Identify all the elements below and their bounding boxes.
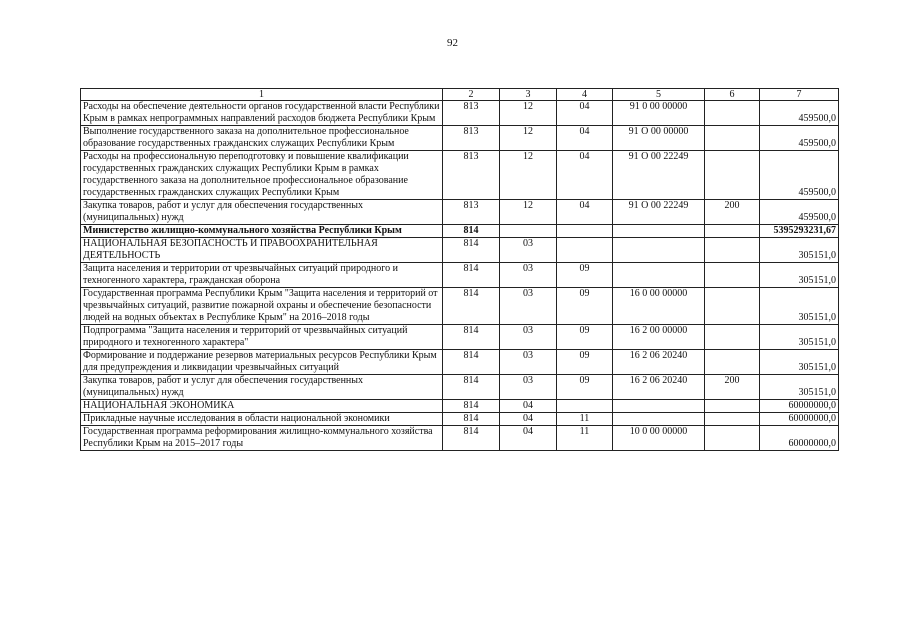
row-section-code-cell: 04 [500,400,557,413]
row-expense-type-cell [705,225,760,238]
row-section-code-cell: 03 [500,263,557,288]
row-expense-type-cell [705,126,760,151]
row-section-code-cell: 04 [500,426,557,451]
table-row [81,126,839,151]
row-ministry-code-cell: 814 [443,375,500,400]
row-expense-type-cell [705,400,760,413]
row-target-article-cell: 16 0 00 00000 [613,288,705,325]
row-amount-cell: 459500,0 [760,200,839,225]
row-subsection-code-cell: 04 [557,200,613,225]
row-amount-cell: 459500,0 [760,101,839,126]
table-row [81,350,839,375]
row-name-cell: Закупка товаров, работ и услуг для обеспечения государственных (муниципальных) нужд [81,375,443,400]
row-subsection-code-cell: 09 [557,263,613,288]
row-expense-type-cell [705,325,760,350]
row-target-article-cell: 91 0 00 00000 [613,101,705,126]
row-amount-cell: 305151,0 [760,238,839,263]
row-section-code-cell: 12 [500,126,557,151]
table-row [81,400,839,413]
row-subsection-code-cell: 04 [557,126,613,151]
row-expense-type-cell [705,350,760,375]
row-target-article-cell: 16 2 06 20240 [613,350,705,375]
row-section-code-cell: 04 [500,413,557,426]
row-ministry-code-cell: 813 [443,126,500,151]
table-row [81,375,839,400]
row-ministry-code-cell: 814 [443,413,500,426]
row-subsection-code-cell [557,238,613,263]
row-target-article-cell [613,225,705,238]
budget-table-body [81,89,839,451]
row-ministry-code-cell: 813 [443,151,500,200]
column-header-5: 5 [613,89,705,101]
row-subsection-code-cell: 09 [557,350,613,375]
row-name-cell: Формирование и поддержание резервов материальных ресурсов Республики Крым для предупреждения и ликвидации чрезвычайных ситуаций [81,350,443,375]
row-amount-cell: 459500,0 [760,126,839,151]
row-ministry-code-cell: 814 [443,225,500,238]
row-section-code-cell: 03 [500,325,557,350]
row-name-cell: Защита населения и территории от чрезвычайных ситуаций природного и техногенного характера, гражданская оборона [81,263,443,288]
row-amount-cell: 305151,0 [760,325,839,350]
row-target-article-cell: 10 0 00 00000 [613,426,705,451]
row-subsection-code-cell: 04 [557,151,613,200]
row-section-code-cell [500,225,557,238]
table-row [81,325,839,350]
row-ministry-code-cell: 813 [443,101,500,126]
row-subsection-code-cell: 09 [557,288,613,325]
page-number: 92 [447,37,458,49]
table-row [81,238,839,263]
row-expense-type-cell [705,238,760,263]
row-name-cell: Расходы на обеспечение деятельности органов государственной власти Республики Крым в рамках непрограммных направлений расходов бюджета Республики Крым [81,101,443,126]
row-target-article-cell [613,263,705,288]
column-header-2: 2 [443,89,500,101]
row-ministry-code-cell: 814 [443,400,500,413]
row-amount-cell: 60000000,0 [760,426,839,451]
row-name-cell: Закупка товаров, работ и услуг для обеспечения государственных (муниципальных) нужд [81,200,443,225]
row-amount-cell: 305151,0 [760,375,839,400]
header-row [81,89,839,101]
row-target-article-cell [613,400,705,413]
row-amount-cell: 305151,0 [760,288,839,325]
row-ministry-code-cell: 814 [443,263,500,288]
row-subsection-code-cell [557,400,613,413]
row-amount-cell: 305151,0 [760,350,839,375]
row-section-code-cell: 03 [500,375,557,400]
row-subsection-code-cell: 11 [557,413,613,426]
row-subsection-code-cell: 09 [557,375,613,400]
row-subsection-code-cell [557,225,613,238]
row-amount-cell: 459500,0 [760,151,839,200]
row-target-article-cell: 16 2 00 00000 [613,325,705,350]
row-expense-type-cell [705,413,760,426]
row-target-article-cell [613,238,705,263]
row-section-code-cell: 12 [500,151,557,200]
table-row [81,151,839,200]
row-expense-type-cell [705,288,760,325]
row-expense-type-cell [705,151,760,200]
row-expense-type-cell [705,426,760,451]
row-subsection-code-cell: 11 [557,426,613,451]
row-ministry-code-cell: 814 [443,288,500,325]
row-ministry-code-cell: 814 [443,325,500,350]
row-name-cell: Выполнение государственного заказа на дополнительное профессиональное образование государственных гражданских служащих Республики Крым [81,126,443,151]
table-row [81,413,839,426]
budget-table [80,88,839,451]
row-target-article-cell [613,413,705,426]
row-expense-type-cell: 200 [705,375,760,400]
table-row [81,200,839,225]
table-row [81,225,839,238]
table-row [81,263,839,288]
row-expense-type-cell [705,263,760,288]
column-header-3: 3 [500,89,557,101]
row-target-article-cell: 91 О 00 00000 [613,126,705,151]
row-target-article-cell: 91 О 00 22249 [613,151,705,200]
row-section-code-cell: 03 [500,238,557,263]
row-ministry-code-cell: 814 [443,238,500,263]
row-name-cell: НАЦИОНАЛЬНАЯ ЭКОНОМИКА [81,400,443,413]
column-header-1: 1 [81,89,443,101]
row-ministry-code-cell: 814 [443,350,500,375]
column-header-4: 4 [557,89,613,101]
row-section-code-cell: 03 [500,288,557,325]
row-name-cell: Подпрограмма "Защита населения и территорий от чрезвычайных ситуаций природного и техногенного характера" [81,325,443,350]
row-section-code-cell: 12 [500,101,557,126]
row-name-cell: Расходы на профессиональную переподготовку и повышение квалификации государственных гражданских служащих Республики Крым в рамках государственного заказа на дополнительное профессиональное образование государственных гражданских служащих Республики Крым [81,151,443,200]
row-amount-cell: 60000000,0 [760,400,839,413]
row-expense-type-cell: 200 [705,200,760,225]
row-name-cell: НАЦИОНАЛЬНАЯ БЕЗОПАСНОСТЬ И ПРАВООХРАНИТЕЛЬНАЯ ДЕЯТЕЛЬНОСТЬ [81,238,443,263]
row-target-article-cell: 91 О 00 22249 [613,200,705,225]
row-name-cell: Прикладные научные исследования в области национальной экономики [81,413,443,426]
table-row [81,101,839,126]
table-row [81,288,839,325]
row-subsection-code-cell: 09 [557,325,613,350]
column-header-6: 6 [705,89,760,101]
row-ministry-code-cell: 813 [443,200,500,225]
row-amount-cell: 60000000,0 [760,413,839,426]
row-name-cell: Государственная программа реформирования жилищно-коммунального хозяйства Республики Крым на 2015–2017 годы [81,426,443,451]
row-ministry-code-cell: 814 [443,426,500,451]
row-section-code-cell: 12 [500,200,557,225]
table-row [81,426,839,451]
column-header-7: 7 [760,89,839,101]
row-subsection-code-cell: 04 [557,101,613,126]
row-amount-cell: 5395293231,67 [760,225,839,238]
row-name-cell: Министерство жилищно-коммунального хозяйства Республики Крым [81,225,443,238]
row-section-code-cell: 03 [500,350,557,375]
row-target-article-cell: 16 2 06 20240 [613,375,705,400]
row-amount-cell: 305151,0 [760,263,839,288]
row-expense-type-cell [705,101,760,126]
row-name-cell: Государственная программа Республики Крым "Защита населения и территорий от чрезвычайных ситуаций, развитие пожарной охраны и обеспечение безопасности людей на водных объектах в Республике Крым" на 2016–2018 годы [81,288,443,325]
